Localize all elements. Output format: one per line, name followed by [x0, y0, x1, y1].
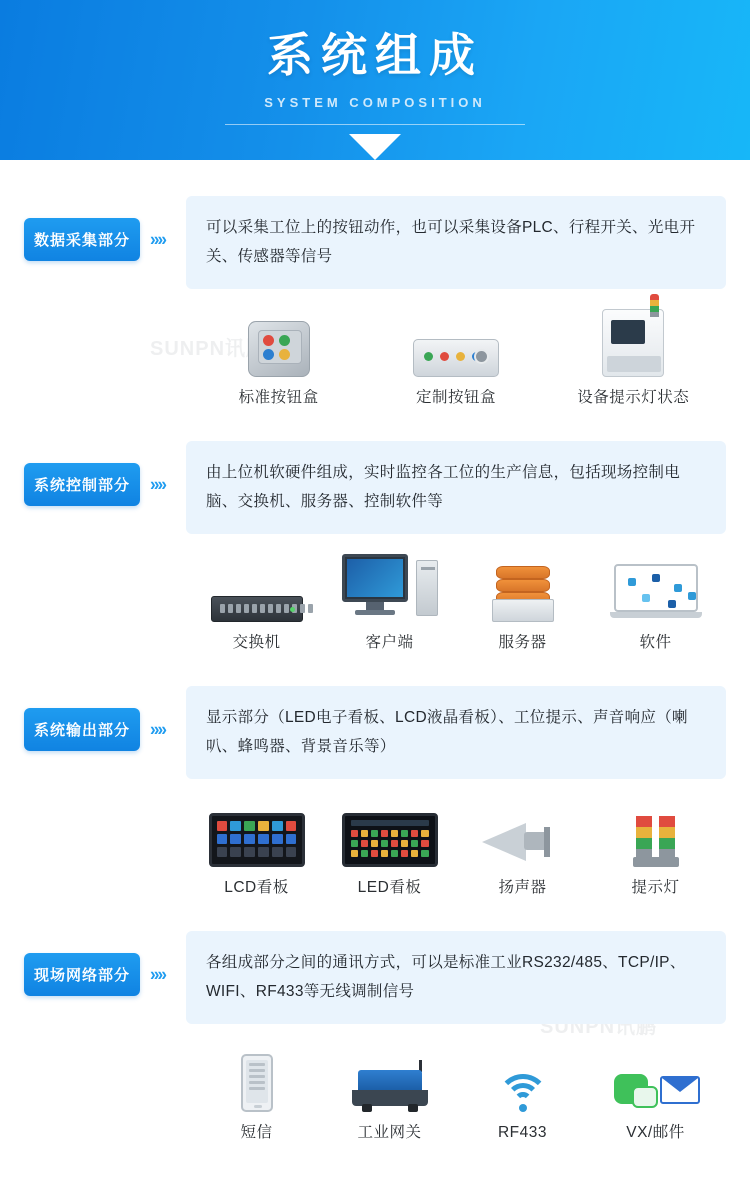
standard-button-box-icon — [220, 303, 338, 377]
section-description: 可以采集工位上的按钮动作，也可以采集设备PLC、行程开关、光电开关、传感器等信号 — [186, 196, 726, 289]
item-label: 工业网关 — [357, 1123, 422, 1141]
chevrons-right-icon: »» — [150, 963, 165, 985]
section-description: 显示部分（LED电子看板、LCD液晶看板）、工位提示、声音响应（喇叭、蜂鸣器、背景音乐等） — [186, 686, 726, 779]
network-switch-icon — [198, 548, 316, 622]
lcd-display-board-icon — [198, 793, 316, 867]
item-standard-button-box — [220, 303, 338, 407]
item-label: RF433 — [497, 1123, 548, 1141]
section-description: 各组成部分之间的通讯方式，可以是标准工业RS232/485、TCP/IP、WIFI、RF433等无线调制信号 — [186, 931, 726, 1024]
item-tower-lamp — [597, 793, 715, 897]
section-body — [186, 931, 726, 1142]
section-tag: 系统输出部分 — [24, 708, 140, 751]
page-header — [0, 0, 750, 160]
item-label: 标准按钮盒 — [238, 388, 319, 406]
item-label: 定制按钮盒 — [415, 388, 496, 406]
loudspeaker-icon — [464, 793, 582, 867]
laptop-software-icon — [597, 548, 715, 622]
server-icon — [464, 548, 582, 622]
wifi-signal-icon — [464, 1042, 582, 1116]
section-tag: 现场网络部分 — [24, 953, 140, 996]
watermark-2: SUNPN讯鹏 — [540, 1016, 658, 1038]
section-body — [186, 196, 726, 407]
tower-lamp-icon — [597, 793, 715, 867]
item-label: 交换机 — [232, 633, 281, 651]
item-network-switch — [198, 548, 316, 652]
item-rf433 — [464, 1042, 582, 1142]
section-system-control — [0, 441, 750, 652]
section-tag-group — [24, 196, 186, 261]
section-items — [186, 793, 726, 897]
item-label: 短信 — [240, 1123, 273, 1141]
page-title: 系统组成 — [267, 29, 483, 81]
item-label: 提示灯 — [631, 878, 680, 896]
section-tag: 系统控制部分 — [24, 463, 140, 506]
item-client-computer — [331, 548, 449, 652]
section-tag-group — [24, 441, 186, 506]
section-items — [186, 1038, 726, 1142]
page-subtitle: SYSTEM COMPOSITION — [264, 95, 486, 111]
item-label: 服务器 — [498, 633, 547, 651]
chevrons-right-icon: »» — [150, 473, 165, 495]
section-tag-group — [24, 686, 186, 751]
item-label: LCD看板 — [224, 878, 289, 896]
section-field-network — [0, 931, 750, 1142]
item-vx-mail — [597, 1038, 715, 1142]
led-display-board-icon — [331, 793, 449, 867]
item-label: 软件 — [639, 633, 672, 651]
item-label: LED看板 — [357, 878, 422, 896]
sms-phone-icon — [198, 1038, 316, 1112]
item-software — [597, 548, 715, 652]
section-body — [186, 441, 726, 652]
section-body — [186, 686, 726, 897]
item-label: 扬声器 — [498, 878, 547, 896]
item-sms — [198, 1038, 316, 1142]
section-system-output — [0, 686, 750, 897]
section-items — [186, 548, 726, 652]
section-tag: 数据采集部分 — [24, 218, 140, 261]
wechat-mail-icon — [597, 1038, 715, 1112]
chevrons-right-icon: »» — [150, 229, 165, 250]
header-divider — [225, 124, 525, 125]
sections-container — [0, 160, 750, 1142]
item-label: 客户端 — [365, 633, 414, 651]
watermark-1: SUNPN讯鹏 — [150, 338, 268, 360]
desktop-computer-icon — [331, 548, 449, 622]
industrial-gateway-icon — [331, 1038, 449, 1112]
item-server — [464, 548, 582, 652]
item-lcd-board — [198, 793, 316, 897]
item-led-board — [331, 793, 449, 897]
section-description: 由上位机软硬件组成，实时监控各工位的生产信息，包括现场控制电脑、交换机、服务器、控制软件等 — [186, 441, 726, 534]
item-custom-button-box — [397, 303, 515, 407]
section-items — [186, 303, 726, 407]
item-loudspeaker — [464, 793, 582, 897]
chevrons-right-icon: »» — [150, 718, 165, 740]
equipment-indicator-light-icon — [574, 303, 692, 377]
section-data-acquisition — [0, 196, 750, 407]
item-label: 设备提示灯状态 — [577, 388, 690, 406]
item-equipment-indicator — [574, 303, 692, 407]
header-notch — [0, 134, 750, 160]
item-label: VX/邮件 — [626, 1123, 685, 1141]
item-industrial-gateway — [331, 1038, 449, 1142]
section-tag-group — [24, 931, 186, 996]
custom-button-box-icon — [397, 303, 515, 377]
